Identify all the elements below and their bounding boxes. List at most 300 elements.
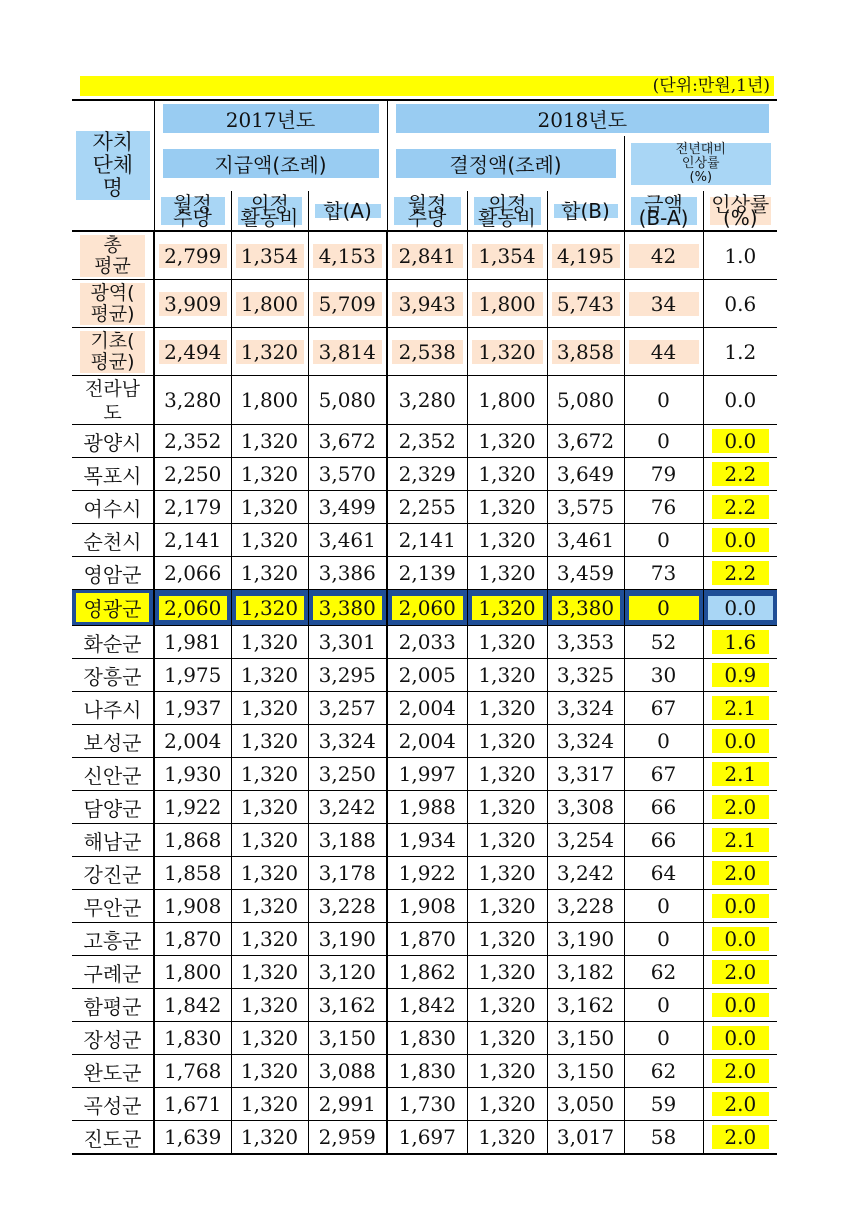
cell-value: 3,188 bbox=[318, 828, 376, 852]
row-name: 담양군 bbox=[83, 796, 142, 821]
cell bbox=[547, 791, 624, 824]
cell-value: 2,066 bbox=[164, 561, 222, 585]
cell bbox=[387, 626, 467, 659]
cell-value: 3,324 bbox=[556, 729, 615, 753]
cell-value: 3,190 bbox=[556, 927, 615, 951]
cell-value: 1,354 bbox=[472, 244, 543, 268]
cell-value: 3,317 bbox=[556, 762, 615, 786]
cell-value: 73 bbox=[650, 561, 677, 585]
row-name: 나주시 bbox=[83, 697, 142, 722]
cell bbox=[308, 626, 387, 659]
row-name: 여수시 bbox=[83, 496, 142, 521]
cell bbox=[387, 989, 467, 1022]
cell bbox=[387, 491, 467, 524]
cell-value: 1,320 bbox=[478, 960, 536, 984]
cell-value: 3,017 bbox=[556, 1125, 615, 1149]
cell-value: 1,320 bbox=[240, 762, 299, 786]
cell-value: 1,320 bbox=[240, 462, 299, 486]
cell-value: 3,380 bbox=[313, 596, 383, 620]
cell-value: 2,060 bbox=[392, 596, 463, 620]
cell bbox=[547, 524, 624, 557]
header-monthly-2018-label: 월정 수당 bbox=[394, 197, 461, 225]
cell bbox=[467, 956, 547, 989]
cell-value: 2.0 bbox=[712, 1092, 770, 1116]
cell-value: 0.0 bbox=[724, 388, 757, 412]
row-name: 진도군 bbox=[83, 1126, 142, 1151]
cell-value: 0 bbox=[657, 729, 670, 753]
cell bbox=[308, 1088, 387, 1121]
cell bbox=[703, 1055, 777, 1088]
cell-value: 2,141 bbox=[398, 528, 456, 552]
cell bbox=[308, 989, 387, 1022]
cell bbox=[231, 824, 308, 857]
cell bbox=[547, 1022, 624, 1055]
cell bbox=[624, 458, 703, 491]
table-row bbox=[72, 524, 777, 557]
cell-value: 1,320 bbox=[478, 696, 536, 720]
cell-value: 3,380 bbox=[552, 596, 620, 620]
cell-value: 1,870 bbox=[164, 927, 222, 951]
cell bbox=[624, 524, 703, 557]
cell-value: 1,320 bbox=[236, 340, 304, 364]
cell bbox=[154, 491, 231, 524]
cell-value: 3,301 bbox=[318, 630, 376, 654]
cell bbox=[387, 824, 467, 857]
cell bbox=[624, 725, 703, 758]
row-name: 총 평균 bbox=[80, 235, 145, 277]
row-name: 순천시 bbox=[83, 529, 142, 554]
cell-value: 3,909 bbox=[159, 292, 227, 316]
cell-value: 1.2 bbox=[724, 339, 757, 364]
header-decided bbox=[387, 136, 624, 191]
cell bbox=[624, 758, 703, 791]
cell-value: 1.6 bbox=[712, 630, 770, 654]
unit-label: (단위:만원,1년) bbox=[80, 76, 774, 96]
cell bbox=[624, 692, 703, 725]
table-row bbox=[72, 659, 777, 692]
cell bbox=[154, 659, 231, 692]
cell bbox=[154, 890, 231, 923]
cell bbox=[154, 692, 231, 725]
cell-value: 2,991 bbox=[318, 1092, 376, 1116]
cell-value: 1,930 bbox=[164, 762, 222, 786]
table-row bbox=[72, 1055, 777, 1088]
cell bbox=[154, 857, 231, 890]
cell-value: 5,709 bbox=[313, 292, 383, 316]
cell-value: 1,320 bbox=[240, 1059, 299, 1083]
cell bbox=[467, 1121, 547, 1155]
cell bbox=[154, 328, 231, 376]
cell bbox=[703, 1022, 777, 1055]
row-name: 장성군 bbox=[83, 1027, 142, 1052]
table-row bbox=[72, 989, 777, 1022]
cell-value: 1,320 bbox=[478, 528, 536, 552]
cell-value: 0 bbox=[657, 1026, 670, 1050]
cell bbox=[308, 659, 387, 692]
cell-value: 0 bbox=[657, 993, 670, 1017]
header-paid bbox=[154, 136, 387, 191]
row-name-cell bbox=[72, 989, 154, 1022]
cell bbox=[703, 231, 777, 280]
cell-value: 1,997 bbox=[398, 762, 456, 786]
cell bbox=[308, 1121, 387, 1155]
row-name: 장흥군 bbox=[83, 664, 142, 689]
header-activity-2017-label: 의정 활동비 bbox=[238, 197, 302, 225]
cell-value: 1,842 bbox=[398, 993, 456, 1017]
cell bbox=[308, 824, 387, 857]
cell-value: 1,800 bbox=[240, 388, 299, 412]
cell bbox=[387, 956, 467, 989]
row-name-cell bbox=[72, 923, 154, 956]
cell-value: 4,153 bbox=[313, 244, 383, 268]
cell-value: 3,325 bbox=[556, 663, 615, 687]
cell-value: 0.0 bbox=[712, 528, 770, 552]
header-monthly-2017 bbox=[154, 191, 231, 231]
cell-value: 3,308 bbox=[556, 795, 615, 819]
cell bbox=[231, 491, 308, 524]
cell-value: 0.0 bbox=[712, 993, 770, 1017]
cell-value: 2.2 bbox=[712, 462, 770, 486]
cell-value: 2,004 bbox=[398, 696, 456, 720]
cell bbox=[308, 231, 387, 280]
cell bbox=[624, 328, 703, 376]
cell bbox=[154, 458, 231, 491]
cell-value: 2,179 bbox=[164, 495, 222, 519]
cell bbox=[467, 458, 547, 491]
table-row bbox=[72, 491, 777, 524]
header-rate-label: 인상률 (%) bbox=[711, 191, 770, 230]
row-name-cell bbox=[72, 956, 154, 989]
cell bbox=[154, 758, 231, 791]
cell-value: 3,190 bbox=[318, 927, 376, 951]
cell-value: 3,162 bbox=[556, 993, 615, 1017]
cell bbox=[154, 231, 231, 280]
cell-value: 3,242 bbox=[556, 861, 615, 885]
cell bbox=[624, 791, 703, 824]
table-row bbox=[72, 1022, 777, 1055]
row-name-cell bbox=[72, 758, 154, 791]
table-row bbox=[72, 328, 777, 376]
cell-value: 3,295 bbox=[318, 663, 376, 687]
row-name-cell bbox=[72, 231, 154, 280]
cell bbox=[387, 590, 467, 626]
cell-value: 1,320 bbox=[240, 795, 299, 819]
table-row bbox=[72, 758, 777, 791]
cell-value: 1,320 bbox=[478, 630, 536, 654]
cell-value: 1,320 bbox=[240, 993, 299, 1017]
cell bbox=[231, 956, 308, 989]
cell-value: 67 bbox=[650, 762, 677, 786]
cell-value: 1,908 bbox=[398, 894, 456, 918]
cell-value: 2,352 bbox=[398, 429, 456, 453]
cell-value: 2.0 bbox=[712, 861, 770, 885]
cell-value: 1,320 bbox=[240, 960, 299, 984]
cell-value: 3,182 bbox=[556, 960, 615, 984]
cell-value: 0.0 bbox=[712, 894, 770, 918]
cell bbox=[387, 231, 467, 280]
cell bbox=[231, 1055, 308, 1088]
table-row bbox=[72, 824, 777, 857]
row-name: 고흥군 bbox=[83, 928, 142, 953]
header-2018-label: 2018년도 bbox=[396, 104, 770, 133]
cell-value: 1,354 bbox=[236, 244, 304, 268]
cell bbox=[624, 1121, 703, 1155]
cell bbox=[467, 626, 547, 659]
cell-value: 1,320 bbox=[478, 1026, 536, 1050]
cell-value: 2.0 bbox=[712, 1125, 770, 1149]
cell-value: 1,800 bbox=[164, 960, 222, 984]
cell bbox=[547, 491, 624, 524]
cell bbox=[308, 956, 387, 989]
cell bbox=[547, 989, 624, 1022]
cell bbox=[624, 626, 703, 659]
cell bbox=[547, 376, 624, 425]
cell bbox=[387, 1055, 467, 1088]
cell-value: 3,353 bbox=[556, 630, 615, 654]
cell bbox=[308, 524, 387, 557]
cell bbox=[547, 557, 624, 590]
cell bbox=[231, 923, 308, 956]
cell-value: 1,320 bbox=[478, 861, 536, 885]
cell bbox=[703, 791, 777, 824]
header-amount-label: 금액 (B-A) bbox=[631, 197, 697, 225]
cell bbox=[308, 425, 387, 458]
cell-value: 1,671 bbox=[164, 1092, 222, 1116]
cell-value: 2.1 bbox=[712, 828, 770, 852]
table-row bbox=[72, 725, 777, 758]
cell bbox=[467, 328, 547, 376]
cell bbox=[703, 758, 777, 791]
cell-value: 0.0 bbox=[712, 729, 770, 753]
cell bbox=[387, 857, 467, 890]
row-name: 해남군 bbox=[83, 829, 142, 854]
row-name-cell bbox=[72, 1088, 154, 1121]
cell bbox=[387, 557, 467, 590]
cell-value: 1,320 bbox=[240, 729, 299, 753]
row-name: 무안군 bbox=[83, 895, 142, 920]
cell-value: 1,320 bbox=[478, 762, 536, 786]
cell bbox=[308, 491, 387, 524]
row-name: 목포시 bbox=[83, 463, 142, 488]
cell-value: 1,320 bbox=[478, 561, 536, 585]
row-name: 완도군 bbox=[83, 1060, 142, 1085]
cell-value: 1,870 bbox=[398, 927, 456, 951]
cell-value: 1,320 bbox=[240, 861, 299, 885]
row-name-cell bbox=[72, 659, 154, 692]
row-name: 광양시 bbox=[83, 430, 142, 455]
cell bbox=[703, 557, 777, 590]
cell-value: 1,320 bbox=[478, 894, 536, 918]
cell-value: 0.0 bbox=[712, 1026, 770, 1050]
cell bbox=[547, 1121, 624, 1155]
cell bbox=[703, 491, 777, 524]
cell bbox=[703, 626, 777, 659]
cell bbox=[467, 491, 547, 524]
cell bbox=[467, 524, 547, 557]
cell-value: 1,981 bbox=[164, 630, 222, 654]
cell bbox=[703, 524, 777, 557]
cell bbox=[308, 1055, 387, 1088]
cell bbox=[467, 791, 547, 824]
cell bbox=[154, 824, 231, 857]
row-name: 광역( 평균) bbox=[80, 283, 145, 325]
cell-value: 52 bbox=[650, 630, 677, 654]
cell bbox=[703, 857, 777, 890]
cell-value: 1,842 bbox=[164, 993, 222, 1017]
cell-value: 3,178 bbox=[318, 861, 376, 885]
cell-value: 1,320 bbox=[478, 462, 536, 486]
row-name: 영암군 bbox=[83, 562, 142, 587]
cell bbox=[231, 1088, 308, 1121]
header-activity-2018-label: 의정 활동비 bbox=[474, 197, 541, 225]
row-name: 함평군 bbox=[83, 994, 142, 1019]
cell-value: 1,320 bbox=[240, 828, 299, 852]
cell-value: 1.0 bbox=[724, 243, 757, 268]
cell-value: 1,320 bbox=[240, 429, 299, 453]
cell bbox=[624, 1055, 703, 1088]
cell-value: 3,858 bbox=[552, 340, 620, 364]
cell bbox=[624, 280, 703, 328]
cell bbox=[703, 659, 777, 692]
table-row bbox=[72, 557, 777, 590]
cell-value: 1,320 bbox=[240, 894, 299, 918]
cell bbox=[154, 923, 231, 956]
cell-value: 1,320 bbox=[478, 1092, 536, 1116]
cell-value: 2,352 bbox=[164, 429, 222, 453]
cell-value: 1,320 bbox=[478, 795, 536, 819]
cell-value: 0 bbox=[657, 388, 670, 412]
cell bbox=[624, 425, 703, 458]
header-sumB-label: 합(B) bbox=[554, 204, 618, 218]
row-name: 기초( 평균) bbox=[80, 331, 145, 373]
cell bbox=[231, 692, 308, 725]
cell-value: 58 bbox=[650, 1125, 677, 1149]
header-yoy-label: 전년대비 인상률 (%) bbox=[631, 143, 772, 185]
cell-value: 3,386 bbox=[318, 561, 376, 585]
cell bbox=[154, 989, 231, 1022]
cell bbox=[547, 923, 624, 956]
cell-value: 1,800 bbox=[236, 292, 304, 316]
cell-value: 0.0 bbox=[712, 927, 770, 951]
cell-value: 3,672 bbox=[556, 429, 615, 453]
cell bbox=[547, 590, 624, 626]
cell bbox=[231, 791, 308, 824]
cell bbox=[154, 626, 231, 659]
row-name: 영광군 bbox=[76, 593, 149, 622]
cell bbox=[624, 956, 703, 989]
cell-value: 3,324 bbox=[556, 696, 615, 720]
cell-value: 1,320 bbox=[478, 828, 536, 852]
cell-value: 5,743 bbox=[552, 292, 620, 316]
cell-value: 2.0 bbox=[712, 960, 770, 984]
row-name-cell bbox=[72, 328, 154, 376]
cell bbox=[231, 1121, 308, 1155]
cell bbox=[703, 956, 777, 989]
cell-value: 3,575 bbox=[556, 495, 615, 519]
cell bbox=[624, 824, 703, 857]
cell-value: 1,320 bbox=[478, 429, 536, 453]
cell-value: 3,461 bbox=[556, 528, 615, 552]
cell bbox=[387, 328, 467, 376]
header-monthly-2018 bbox=[387, 191, 467, 231]
cell bbox=[231, 231, 308, 280]
cell bbox=[547, 824, 624, 857]
cell-value: 3,499 bbox=[318, 495, 376, 519]
cell bbox=[308, 758, 387, 791]
cell bbox=[387, 659, 467, 692]
table-row bbox=[72, 791, 777, 824]
table-row bbox=[72, 1088, 777, 1121]
cell-value: 1,320 bbox=[240, 696, 299, 720]
cell-value: 2,060 bbox=[159, 596, 227, 620]
cell bbox=[308, 458, 387, 491]
cell-value: 3,228 bbox=[318, 894, 376, 918]
cell-value: 0 bbox=[657, 528, 670, 552]
cell bbox=[308, 890, 387, 923]
cell-value: 1,858 bbox=[164, 861, 222, 885]
header-sumA bbox=[308, 191, 387, 231]
row-name-cell bbox=[72, 524, 154, 557]
cell-value: 1,830 bbox=[398, 1059, 456, 1083]
cell bbox=[231, 458, 308, 491]
cell bbox=[547, 890, 624, 923]
cell bbox=[467, 989, 547, 1022]
cell-value: 2,141 bbox=[164, 528, 222, 552]
cell-value: 59 bbox=[650, 1092, 677, 1116]
cell-value: 1,320 bbox=[478, 495, 536, 519]
cell-value: 1,320 bbox=[236, 596, 304, 620]
cell-value: 1,320 bbox=[478, 927, 536, 951]
table-row bbox=[72, 458, 777, 491]
cell-value: 3,254 bbox=[556, 828, 615, 852]
cell bbox=[387, 524, 467, 557]
cell bbox=[387, 1088, 467, 1121]
cell bbox=[624, 923, 703, 956]
cell bbox=[547, 956, 624, 989]
cell-value: 1,937 bbox=[164, 696, 222, 720]
cell-value: 1,320 bbox=[472, 596, 543, 620]
cell bbox=[308, 1022, 387, 1055]
cell bbox=[387, 425, 467, 458]
cell bbox=[624, 491, 703, 524]
cell-value: 2,538 bbox=[392, 340, 463, 364]
cell bbox=[703, 725, 777, 758]
cell bbox=[624, 1022, 703, 1055]
cell bbox=[154, 376, 231, 425]
cell bbox=[547, 231, 624, 280]
cell-value: 2,329 bbox=[398, 462, 456, 486]
row-name-cell bbox=[72, 725, 154, 758]
cell-value: 1,320 bbox=[240, 663, 299, 687]
cell-value: 4,195 bbox=[552, 244, 620, 268]
cell bbox=[624, 231, 703, 280]
header-sumB bbox=[547, 191, 624, 231]
cell-value: 0.0 bbox=[708, 596, 774, 620]
cell bbox=[467, 923, 547, 956]
cell-value: 3,814 bbox=[313, 340, 383, 364]
row-name-cell bbox=[72, 791, 154, 824]
cell bbox=[547, 328, 624, 376]
table-row bbox=[72, 956, 777, 989]
cell bbox=[308, 923, 387, 956]
cell bbox=[467, 425, 547, 458]
cell-value: 76 bbox=[650, 495, 677, 519]
cell bbox=[547, 425, 624, 458]
cell-value: 1,768 bbox=[164, 1059, 222, 1083]
cell-value: 3,162 bbox=[318, 993, 376, 1017]
row-name: 보성군 bbox=[83, 730, 142, 755]
cell-value: 1,320 bbox=[478, 1125, 536, 1149]
